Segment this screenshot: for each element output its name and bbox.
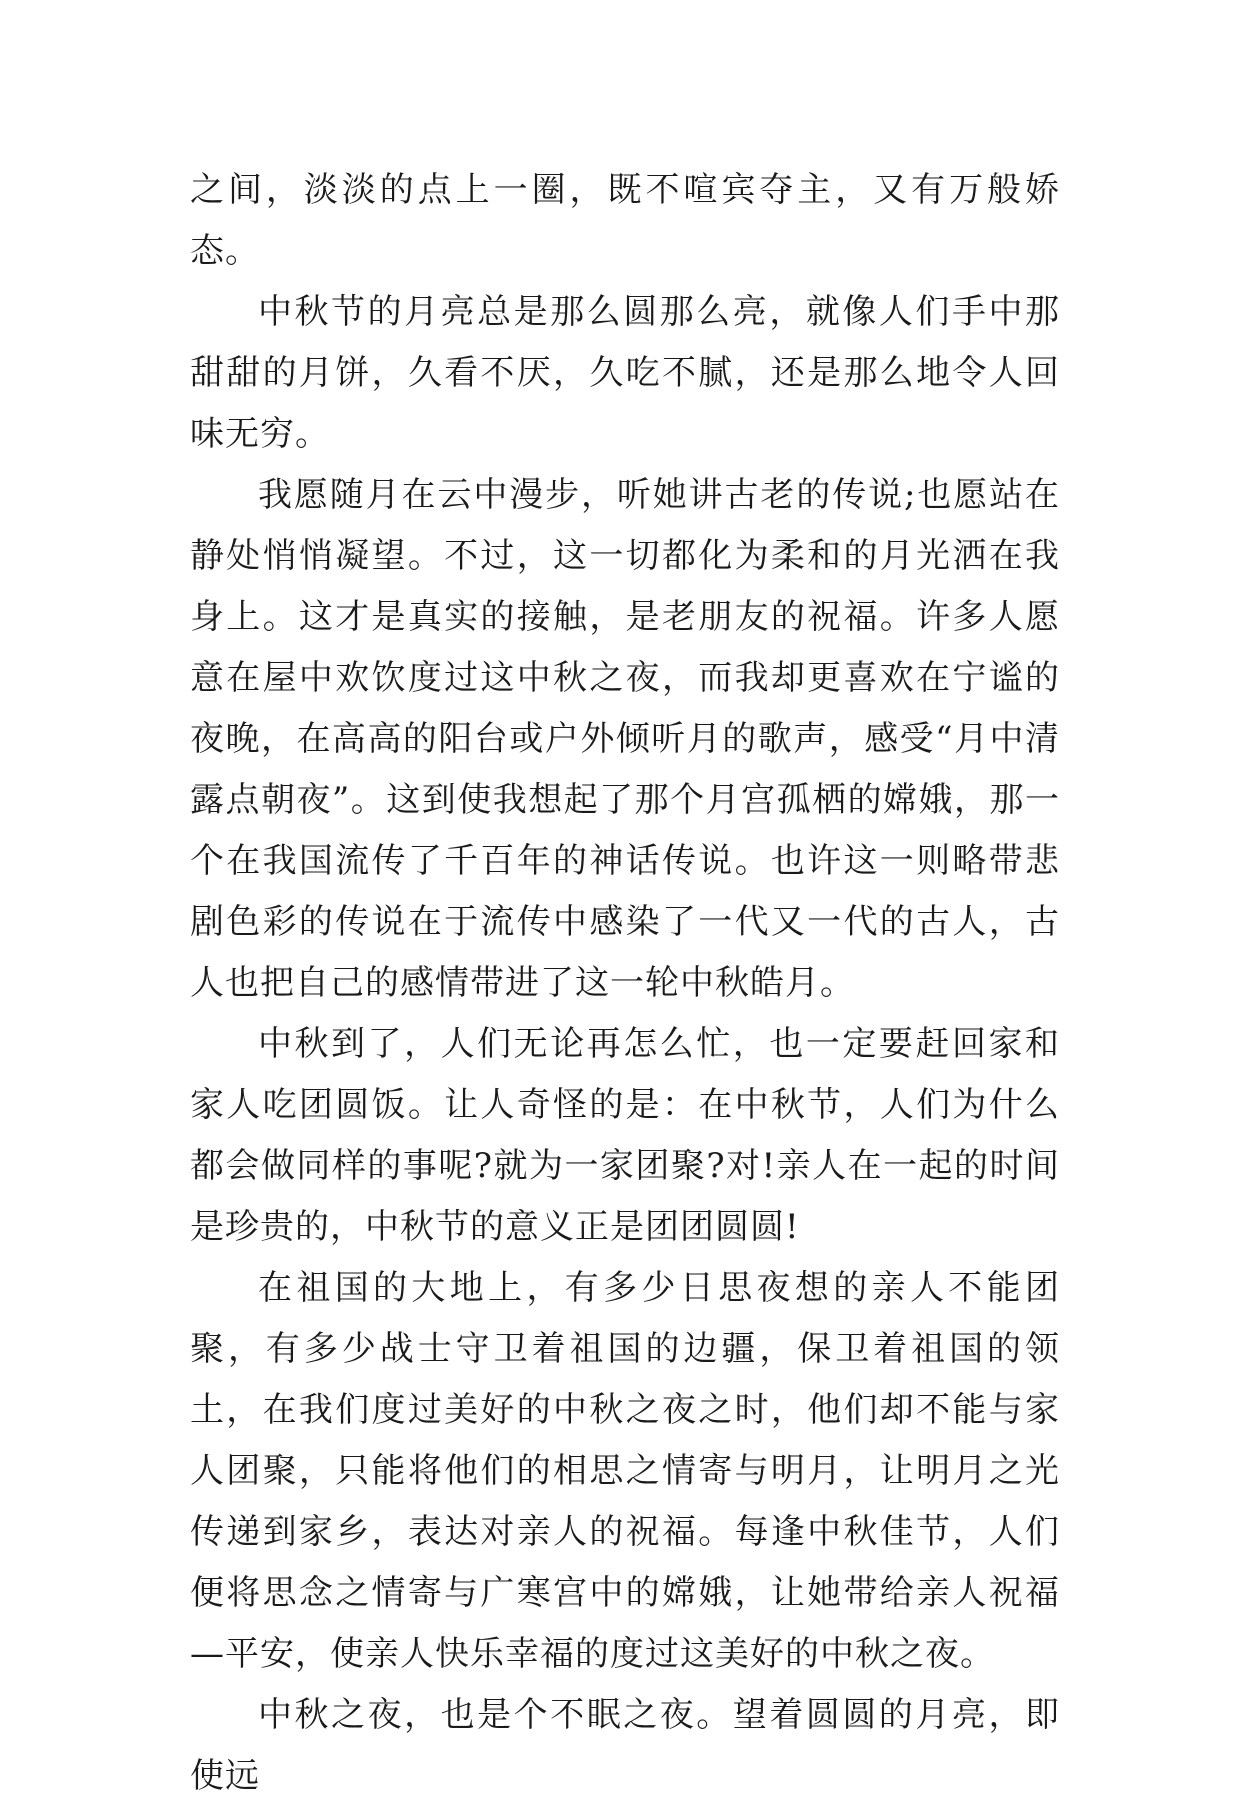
paragraph-4: 中秋到了，人们无论再怎么忙，也一定要赶回家和家人吃团圆饭。让人奇怪的是：在中秋节，人们为什么都会做同样的事呢?就为一家团聚?对!亲人在一起的时间是珍贵的，中秋节的意义正是团团圆圆! xyxy=(190,1024,1060,1247)
paragraph-1: 之间，淡淡的点上一圈，既不喧宾夺主，又有万般娇态。 xyxy=(190,170,1060,271)
paragraph-6: 中秋之夜，也是个不眠之夜。望着圆圆的月亮，即使远 xyxy=(190,1695,1060,1796)
paragraph-5: 在祖国的大地上，有多少日思夜想的亲人不能团聚，有多少战士守卫着祖国的边疆，保卫着祖国的领土，在我们度过美好的中秋之夜之时，他们却不能与家人团聚，只能将他们的相思之情寄与明月，让明月之光传递到家乡，表达对亲人的祝福。每逢中秋佳节，人们便将思念之情寄与广寒宫中的嫦娥，让她带给亲人祝福—平安，使亲人快乐幸福的度过这美好的中秋之夜。 xyxy=(190,1268,1060,1674)
paragraph-3: 我愿随月在云中漫步，听她讲古老的传说;也愿站在静处悄悄凝望。不过，这一切都化为柔和的月光洒在我身上。这才是真实的接触，是老朋友的祝福。许多人愿意在屋中欢饮度过这中秋之夜，而我却更喜欢在宁谧的夜晚，在高高的阳台或户外倾听月的歌声，感受“月中清露点朝夜”。这到使我想起了那个月宫孤栖的嫦娥，那一个在我国流传了千百年的神话传说。也许这一则略带悲剧色彩的传说在于流传中感染了一代又一代的古人，古人也把自己的感情带进了这一轮中秋皓月。 xyxy=(190,475,1060,1003)
paragraph-2: 中秋节的月亮总是那么圆那么亮，就像人们手中那甜甜的月饼，久看不厌，久吃不腻，还是那么地令人回味无穷。 xyxy=(190,292,1060,454)
body-text xyxy=(190,160,1060,1807)
